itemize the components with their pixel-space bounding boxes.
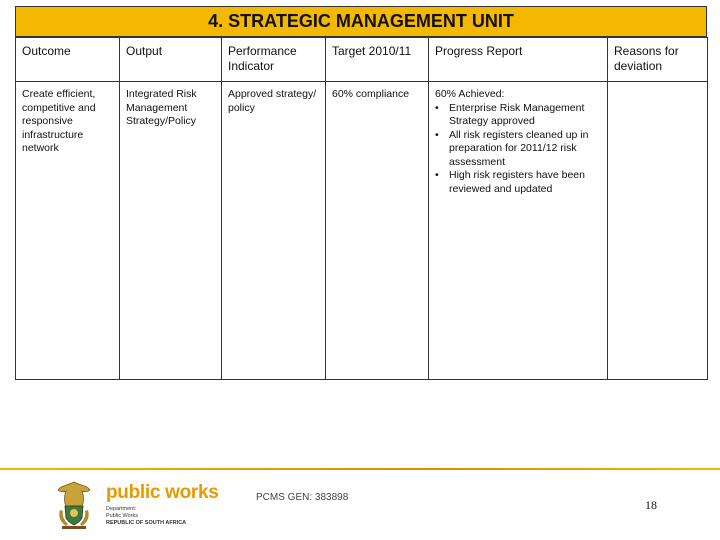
brand-subtitle (106, 506, 186, 527)
header-progress-report: Progress Report (429, 38, 608, 82)
progress-intro: 60% Achieved: (435, 88, 505, 100)
cell-target: 60% compliance (326, 82, 429, 380)
coat-of-arms-icon (52, 480, 96, 530)
page-title: 4. STRATEGIC MANAGEMENT UNIT (15, 6, 707, 37)
progress-item: • All risk registers cleaned up in preparation for 2011/12 risk assessment (435, 129, 601, 170)
progress-list (435, 102, 601, 197)
brand-name: public works (106, 482, 219, 503)
header-performance-indicator: Performance Indicator (222, 38, 326, 82)
cell-reasons-for-deviation (608, 82, 708, 380)
page-number: 18 (645, 498, 657, 512)
brand-line: Department: (106, 506, 137, 512)
brand-line: REPUBLIC OF SOUTH AFRICA (106, 520, 187, 526)
cell-performance-indicator: Approved strategy/ policy (222, 82, 326, 380)
strategic-table (15, 37, 708, 380)
progress-item: • High risk registers have been reviewed and updated (435, 169, 601, 196)
document-reference: PCMS GEN: 383898 (256, 492, 349, 503)
header-output: Output (120, 38, 222, 82)
department-logo (52, 480, 219, 530)
cell-outcome: Create efficient, competitive and responsive infrastructure network (16, 82, 120, 380)
footer-divider (0, 468, 720, 470)
header-target: Target 2010/11 (326, 38, 429, 82)
table-row (16, 82, 708, 380)
header-reasons-for-deviation: Reasons for deviation (608, 38, 708, 82)
progress-item: • Enterprise Risk Management Strategy approved (435, 102, 601, 129)
cell-output: Integrated Risk Management Strategy/Policy (120, 82, 222, 380)
brand-line: Public Works (106, 513, 138, 519)
table-header-row (16, 38, 708, 82)
cell-progress-report (429, 82, 608, 380)
header-outcome: Outcome (16, 38, 120, 82)
